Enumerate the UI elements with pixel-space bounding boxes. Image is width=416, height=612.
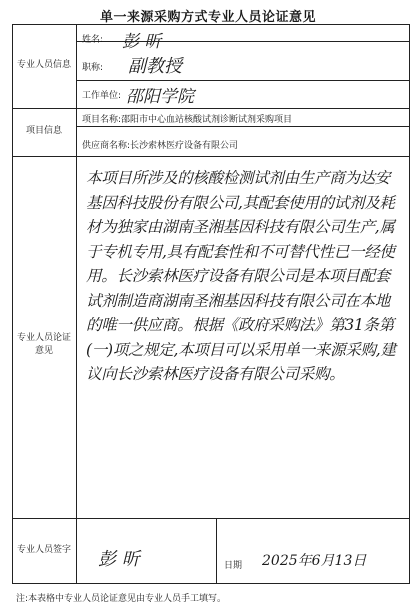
row-divider: [76, 108, 410, 109]
project-name-label: 项目名称:: [82, 115, 122, 125]
project-section-label: 项目信息: [25, 126, 62, 137]
expert-section-label: 专业人员信息: [16, 60, 71, 71]
form-title: 单一来源采购方式专业人员论证意见: [99, 10, 316, 25]
title-label: 职称:: [82, 63, 104, 73]
supplier-label: 供应商名称:: [82, 141, 131, 151]
row-divider: [12, 156, 410, 157]
workplace-value: 邵阳学院: [126, 87, 194, 107]
signature-value: 彭 昕: [98, 549, 140, 570]
opinion-label-line-2: 意见: [34, 346, 53, 356]
project-name-row: [82, 112, 292, 125]
row-divider: [76, 80, 410, 81]
column-divider: [76, 24, 77, 584]
row-divider: [76, 126, 410, 127]
name-label: 姓名:: [82, 35, 104, 45]
supplier-value: 长沙索林医疗设备有限公司: [130, 141, 239, 151]
signature-label: 专业人员签字: [16, 545, 71, 556]
opinion-section-label: [12, 330, 76, 360]
supplier-row: [82, 138, 238, 151]
footnote: 注:本表格中专业人员论证意见由专业人员手工填写。: [16, 594, 227, 604]
date-value: 2025年6月13日: [262, 553, 367, 569]
name-value: 彭 昕: [122, 32, 162, 52]
opinion-label-line-1: 专业人员论证: [16, 332, 71, 343]
workplace-label: 工作单位:: [82, 91, 122, 101]
title-value: 副教授: [128, 56, 182, 77]
opinion-text: 本项目所涉及的核酸检测试剂由生产商为达安基因科技股份有限公司,其配套使用的试剂及耗材为独家由湖南圣湘基因科技有限公司生产,属于专机专用,具有配套性和不可替代性已一经使用。长沙索林医疗设备有限公司是本项目配套试剂制造商湖南圣湘基因科技有限公司在本地的唯一供应商。根据《政府采购法》第31条第(一)项之规定,本项目可以采用单一来源采购,建议向长沙索林医疗设备有限公司采购。: [86, 169, 396, 383]
project-name-value: 邵阳市中心血站核酸试剂诊断试剂采购项目: [121, 115, 293, 125]
column-divider: [216, 518, 217, 584]
date-label: 日期: [224, 561, 243, 571]
